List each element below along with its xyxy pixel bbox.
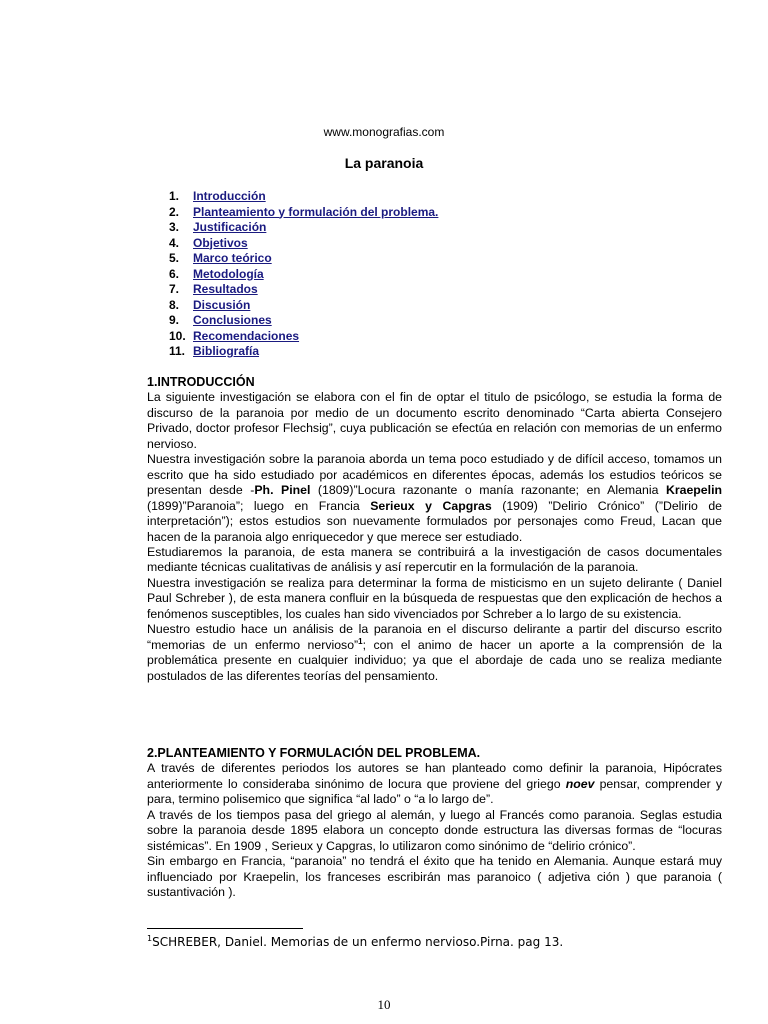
paragraph: La siguiente investigación se elabora con el fin de optar el titulo de psicólogo, se estudia la forma de discurso de la paranoia por medio de un documento escrito denominado “Carta abierta Consejero Privado, doctor profesor Flechsig”, cuya publicación se efectúa en relación con memorias de un enfermo nervioso. [147, 390, 722, 451]
footnote-divider [147, 928, 303, 929]
section-introduccion [147, 375, 722, 684]
toc-item-4: 4. Objetivos [169, 235, 248, 250]
footnote-text: SCHREBER, Daniel. Memorias de un enfermo nervioso.Pirna. pag 13. [152, 935, 564, 949]
toc-link-metodologia[interactable]: Metodología [193, 266, 264, 281]
author-name: Kraepelin [665, 483, 722, 498]
footnote-ref: 1 [358, 636, 363, 646]
toc-link-recomendaciones[interactable]: Recomendaciones [193, 328, 300, 343]
toc-item-5: 5. Marco teórico [169, 251, 272, 265]
toc-item-8: 8. Discusión [169, 297, 251, 312]
paragraph: A través de los tiempos pasa del griego al alemán, y luego al Francés como paranoia. Seglas estudia sobre la paranoia desde 1895 elabora un concepto donde estructura las diversas formas de “locuras sistémicas”. En 1909 , Serieux y Capgras, lo utilizaron como sinónimo de “delirio crónico”. [147, 807, 722, 853]
section-heading: 1.INTRODUCCIÓN [147, 375, 255, 389]
toc-link-introduccion[interactable]: Introducción [193, 189, 266, 203]
toc-item-11: 11. Bibliografía [169, 344, 260, 358]
toc-link-planteamiento[interactable]: Planteamiento y formulación del problema. [193, 204, 439, 219]
paragraph: Nuestra investigación sobre la paranoia aborda un tema poco estudiado y de difícil acceso, tomamos un escrito que ha sido estudiado por académicos en diferentes épocas, además los estudios teóricos se presentan desde -Ph. Pinel (1809)”Locura razonante o manía razonante; en Alemania Kraepelin (1899)”Paranoia”; luego en Francia Serieux y Capgras (1909) ”Delirio Crónico” (”Delirio de interpretación”); estos estudios son nuevamente formulados por personajes como Freud, Lacan que hacen de la paranoia algo enriquecedor y que merece ser estudiado. [147, 452, 722, 544]
section-planteamiento [147, 746, 722, 901]
page-title: La paranoia [344, 155, 424, 171]
toc-link-bibliografia[interactable]: Bibliografía [193, 344, 260, 358]
author-name: Serieux y Capgras [370, 498, 492, 513]
paragraph: Nuestra investigación se realiza para determinar la forma de misticismo en un sujeto delirante ( Daniel Paul Schreber ), de esta manera confluir en la búsqueda de respuestas que den explicación de hechos a fenómenos susceptibles, los cuales han sido vivenciados por Schreber a lo largo de su existencia. [147, 575, 722, 621]
footnote [147, 934, 563, 949]
toc-link-marco-teorico[interactable]: Marco teórico [193, 251, 272, 265]
paragraph: Estudiaremos la paranoia, de esta manera se contribuirá a la investigación de casos documentales mediante técnicas cualitativas de análisis y así repercutir en la formulación de la paranoia. [147, 544, 722, 575]
toc-link-resultados[interactable]: Resultados [193, 282, 258, 296]
page-number: 10 [377, 997, 391, 1012]
toc-item-7: 7. Resultados [169, 282, 258, 296]
paragraph: Sin embargo en Francia, “paranoia” no tendrá el éxito que ha tenido en Alemania. Aunque estará muy influenciado por Kraepelin, los franceses escribirán mas paranoico ( adjetiva ción ) que paranoia ( sustantivación ). [147, 854, 722, 900]
table-of-contents [169, 189, 438, 360]
toc-link-discusion[interactable]: Discusión [193, 297, 251, 312]
site-url: www.monografias.com [323, 125, 445, 139]
greek-term: noev [565, 776, 595, 791]
paragraph: Nuestro estudio hace un análisis de la paranoia en el discurso delirante a partir del discurso escrito “memorias de un enfermo nervioso”$^1$; con el animo de hacer un aporte a la comprensión de la problemática presente en cualquier individuo; ya que el abordaje de cada uno se realiza mediante postulados de las diferentes teorías del pensamiento. [147, 622, 722, 683]
section-heading: 2.PLANTEAMIENTO Y FORMULACIÓN DEL PROBLEMA. [147, 746, 481, 760]
footnote-number: 1 [147, 934, 153, 943]
toc-link-objetivos[interactable]: Objetivos [193, 235, 248, 250]
toc-item-3: 3. Justificación [169, 220, 267, 234]
paragraph: A través de diferentes periodos los autores se han planteado como definir la paranoia, Hipócrates anteriormente lo consideraba sinónimo de locura que proviene del griego noev pensar, comprender y para, termino polisemico que significa “al lado” o “a lo largo de”. [147, 761, 723, 807]
author-name: Ph. Pinel [254, 483, 311, 498]
toc-link-conclusiones[interactable]: Conclusiones [193, 313, 272, 327]
toc-item-9: 9. Conclusiones [169, 313, 272, 327]
toc-item-6: 6. Metodología [169, 266, 264, 281]
toc-item-1: 1. Introducción [169, 189, 266, 203]
toc-link-justificacion[interactable]: Justificación [193, 220, 267, 234]
toc-item-2: 2. Planteamiento y formulación del problema. [169, 204, 439, 219]
toc-item-10: 10. Recomendaciones [169, 328, 300, 343]
